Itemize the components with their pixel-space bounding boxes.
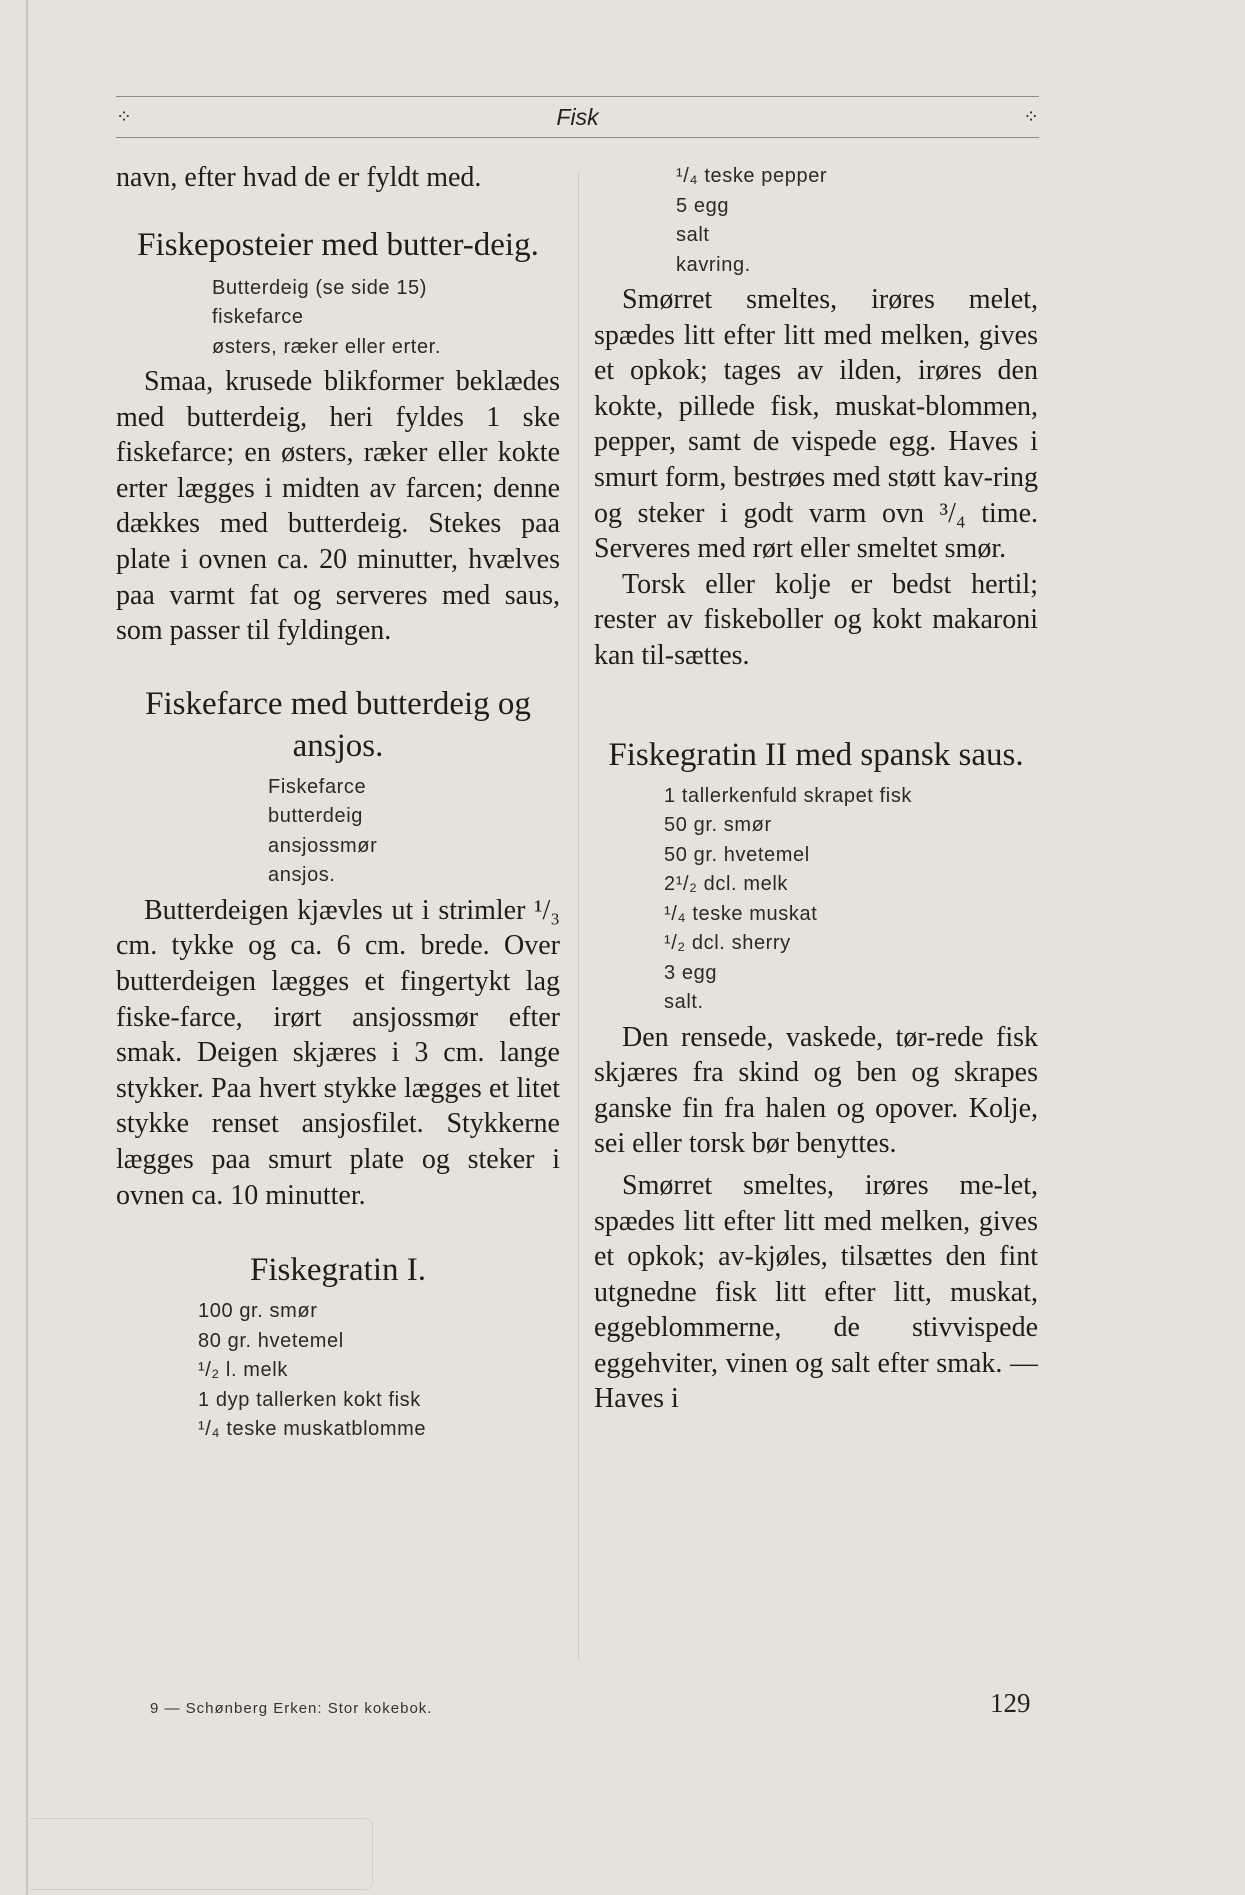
ingredient-list-fiskegratin-2 [664,782,1038,1018]
recipe-heading-fiskeposteier: Fiskeposteier med butter-deig. [137,226,539,263]
left-column [116,160,560,1445]
ingredient-item: 50 gr. hvetemel [664,843,810,866]
ingredient-item: østers, ræker eller erter. [212,335,441,358]
ingredient-item: 1 dyp tallerken kokt fisk [198,1388,421,1411]
ingredient-item: 1 tallerkenfuld skrapet fisk [664,784,913,807]
ingredient-item: salt [676,224,710,246]
ingredient-item: 80 gr. hvetemel [198,1329,344,1352]
ornament-right-icon: ⁘ [1023,106,1039,128]
page-binding-edge [26,0,28,1895]
ingredient-item: ¹/₂ dcl. sherry [664,932,791,955]
ingredient-item: ansjossmør [268,834,378,857]
recipe-heading-fiskegratin-1: Fiskegratin I. [250,1252,426,1289]
recipe-body-fiskefarce: Butterdeigen kjævles ut i strimler ¹/₃ cm. tykke og ca. 6 cm. brede. Over butterdeigen lægges et fingertykt lag fiske-farce, irørt ansjossmør efter smak. Deigen skjæres i 3 cm. lange stykker. Paa hvert stykke lægges et litet stykke renset ansjosfilet. Stykkerne lægges paa smurt plate og steker i ovnen ca. 10 minutter. [116,894,560,1211]
ingredient-list-fiskegratin-1 [198,1297,560,1445]
ornament-left-icon: ⁘ [116,106,132,128]
ingredient-list-continued [676,162,1038,280]
right-column [594,160,1038,1417]
recipe-body-fiskegratin-2-method: Smørret smeltes, irøres me-let, spædes litt efter litt med melken, gives et opkok; av-kjøles, tilsættes den fint utgnedne fisk litt efter litt, muskat, eggeblommerne, de stivvispede eggehviter, vinen og salt efter smak. — Haves i [594,1169,1038,1415]
column-divider [578,172,579,1660]
ingredient-list-fiskefarce [268,773,560,891]
ingredient-list-fiskeposteier [212,274,560,363]
ingredient-item: butterdeig [268,805,363,828]
ingredient-item: ¹/₄ teske muskatblomme [198,1418,427,1441]
header-title: Fisk [556,104,599,130]
ingredient-item: ¹/₄ teske muskat [664,902,818,925]
recipe-note-fiskegratin-1: Torsk eller kolje er bedst hertil; rester av fiskeboller og kokt makaroni kan til-sættes. [594,568,1038,671]
recipe-body-fiskegratin-1: Smørret smeltes, irøres melet, spædes litt efter litt med melken, gives et opkok; tages av ilden, irøres den kokte, pillede fisk, muskat-blommen, pepper, samt de vispede egg. Haves i smurt form, bestrøes med støtt kav-ring og steker i godt varm ovn ³/₄ time. Serveres med rørt eller smeltet smør. [594,284,1038,565]
page-number: 129 [990,1688,1031,1718]
ingredient-item: 2¹/₂ dcl. melk [664,873,788,896]
ingredient-item: 5 egg [676,194,730,217]
ingredient-item: fiskefarce [212,306,304,329]
recipe-heading-fiskefarce: Fiskefarce med butterdeig og ansjos. [145,685,531,764]
recipe-heading-fiskegratin-2: Fiskegratin II med spansk saus. [608,736,1024,773]
ingredient-item: 3 egg [664,961,718,984]
ingredient-item: Butterdeig (se side 15) [212,276,428,299]
ingredient-item: ansjos. [268,864,336,887]
ingredient-item: ¹/₄ teske pepper [676,165,828,187]
running-header [116,96,1039,138]
ingredient-item: 100 gr. smør [198,1300,318,1323]
ingredient-item: 50 gr. smør [664,814,772,837]
printer-signature: 9 — Schønberg Erken: Stor kokebok. [150,1700,433,1717]
ingredient-item: kavring. [676,253,751,276]
ingredient-item: ¹/₂ l. melk [198,1359,288,1382]
page-underlay-edge [30,1818,373,1890]
ingredient-item: salt. [664,991,704,1014]
ingredient-item: Fiskefarce [268,775,367,798]
recipe-body-fiskeposteier: Smaa, krusede blikformer beklædes med butterdeig, heri fyldes 1 ske fiskefarce; en østers, ræker eller kokte erter lægges i midten av farcen; denne dækkes med butterdeig. Stekes paa plate i ovnen ca. 20 minutter, hvælves paa varmt fat og serveres med saus, som passer til fyldingen. [116,366,560,647]
recipe-body-fiskegratin-2-prep: Den rensede, vaskede, tør-rede fisk skjæres fra skind og ben og skrapes ganske fin fra halen og opover. Kolje, sei eller torsk bør benyttes. [594,1021,1038,1160]
continued-text: navn, efter hvad de er fyldt med. [116,162,482,193]
